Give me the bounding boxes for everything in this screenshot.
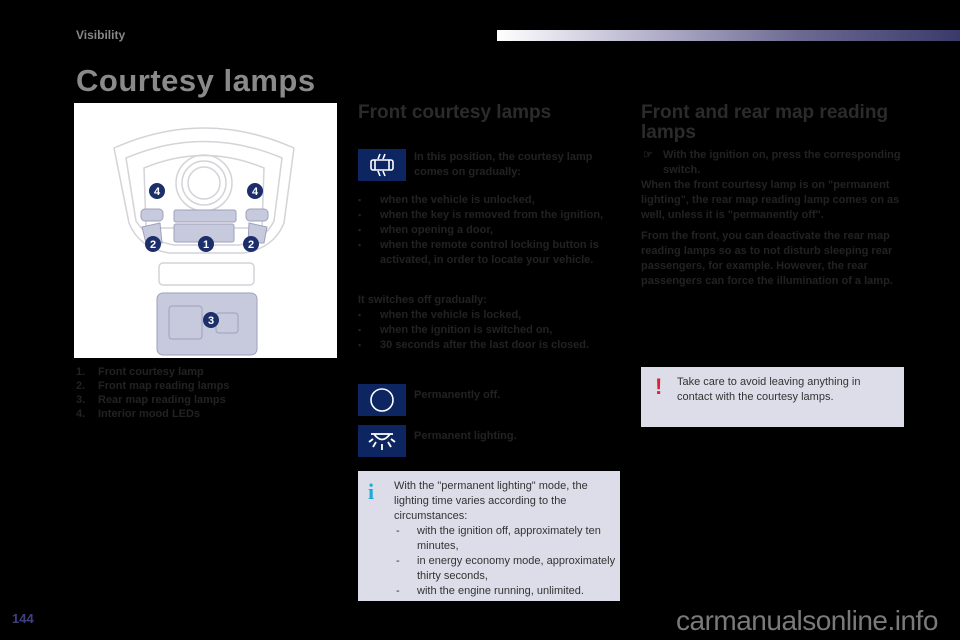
warning-text: Take care to avoid leaving anything in contact with the courtesy lamps.: [677, 376, 861, 403]
door-mode-description: In this position, the courtesy lamp comes on gradually:: [414, 151, 593, 178]
courtesy-lamps-diagram: [74, 103, 337, 358]
pointer-hand-icon: ☞: [643, 149, 653, 161]
list-item: ▪ when the remote control locking button is activated, in order to locate your vehicle.: [358, 238, 620, 268]
map-reading-instruction: ☞ With the ignition on, press the corresponding switch.: [643, 149, 901, 176]
list-item: - with the ignition off, approximately ten minutes,: [394, 524, 616, 554]
legend-item: 1. Front courtesy lamp: [76, 366, 204, 378]
callout-4-left: [149, 183, 165, 199]
warning-icon: !: [655, 374, 663, 399]
svg-text:2: 2: [247, 239, 255, 251]
legend-item: 3. Rear map reading lamps: [76, 394, 226, 406]
list-item: ▪ when the key is removed from the ignition,: [358, 208, 620, 223]
permanent-lighting-label: Permanent lighting.: [414, 430, 517, 442]
list-item: ▪ 30 seconds after the last door is closed.: [358, 338, 620, 353]
front-courtesy-heading: Front courtesy lamps: [358, 102, 552, 123]
list-item: ▪ when the ignition is switched on,: [358, 323, 620, 338]
info-note: [358, 471, 620, 601]
section-label: Visibility: [76, 28, 126, 42]
callout-1: [198, 236, 214, 252]
map-reading-heading: Front and rear map reading lamps: [641, 102, 889, 143]
list-item: ▪ when opening a door,: [358, 223, 620, 238]
svg-text:4: 4: [251, 186, 259, 198]
list-item: ▪ when the vehicle is unlocked,: [358, 193, 620, 208]
door-mode-icon: [358, 149, 406, 181]
svg-text:3: 3: [207, 315, 215, 327]
off-intro: It switches off gradually:: [358, 294, 487, 306]
page-number: 144: [12, 611, 34, 626]
map-reading-para-2: From the front, you can deactivate the rear map reading lamps so as to not disturb sleeping rear passengers, for example. However, the rear passengers can force the illumination of a lamp.: [641, 230, 893, 287]
legend-item: 4. Interior mood LEDs: [76, 408, 201, 420]
callout-2-right: [243, 236, 259, 252]
list-item: ▪ when the vehicle is locked,: [358, 308, 620, 323]
info-list: [394, 524, 616, 599]
callout-3: [203, 312, 219, 328]
header-gradient-bar: [497, 30, 960, 41]
diagram-legend: [76, 365, 229, 421]
list-item: - with the engine running, unlimited.: [394, 584, 616, 599]
watermark: carmanualsonline.info: [676, 605, 938, 636]
info-icon: i: [368, 479, 375, 504]
map-reading-para-1: When the front courtesy lamp is on "permanent lighting", the rear map reading lamp comes on as well, unless it is "permanently off".: [641, 179, 900, 221]
lamp-on-icon: [358, 425, 406, 457]
warning-note: [641, 367, 904, 427]
permanently-off-label: Permanently off.: [414, 389, 501, 401]
svg-text:2: 2: [149, 239, 157, 251]
info-intro: With the "permanent lighting" mode, the lighting time varies according to the circumstances:: [394, 480, 588, 522]
page-title: Courtesy lamps: [76, 63, 316, 98]
callout-2-left: [145, 236, 161, 252]
svg-text:4: 4: [153, 186, 161, 198]
callout-4-right: [247, 183, 263, 199]
svg-text:1: 1: [202, 239, 210, 251]
legend-item: 2. Front map reading lamps: [76, 380, 230, 392]
overhead-console-illustration: [74, 103, 337, 358]
on-conditions-list: [358, 193, 620, 268]
list-item: - in energy economy mode, approximately thirty seconds,: [394, 554, 616, 584]
circle-off-icon: [358, 384, 406, 416]
off-conditions-list: [358, 308, 620, 353]
